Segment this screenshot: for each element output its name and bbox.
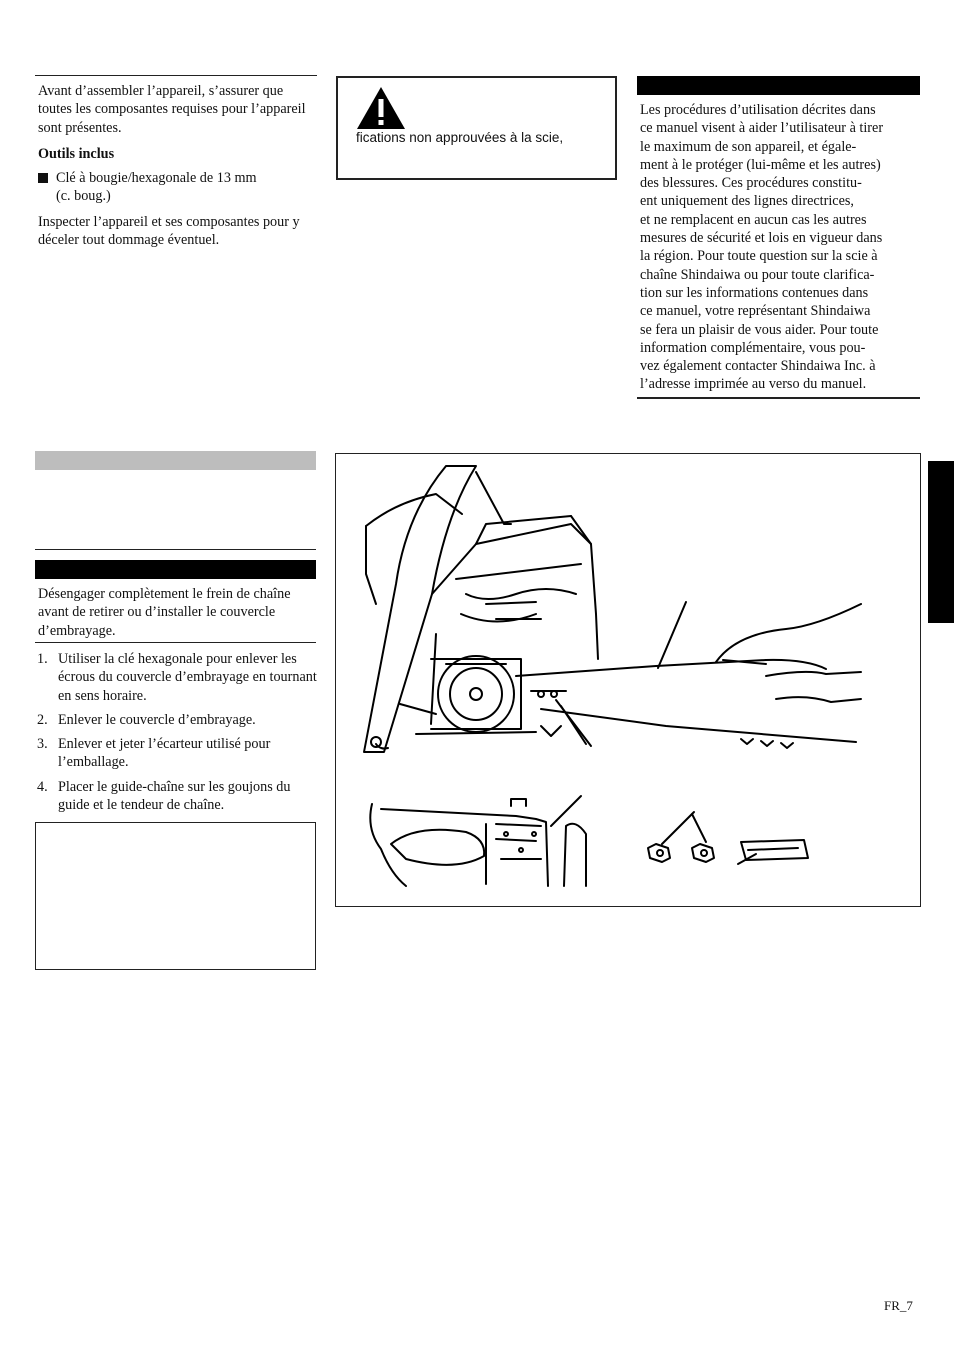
right-line: se fera un plaisir de vous aider. Pour toute [640, 321, 879, 338]
right-line: ment à le protéger (lui-même et les autres) [640, 156, 881, 173]
intro-paragraph [38, 82, 318, 137]
warning-text: fications non approuvées à la scie, [356, 130, 564, 145]
brake-heading-bar [35, 560, 316, 579]
list-item [35, 650, 317, 705]
right-line: ent uniquement des lignes directrices, [640, 193, 854, 210]
note-box [35, 822, 316, 970]
right-line: le maximum de son appareil, et égale- [640, 138, 857, 155]
list-item [35, 778, 317, 815]
intro-text: Avant d’assembler l’appareil, s’assurer que toutes les composantes requises pour l’appareil sont présentes. [38, 83, 306, 136]
step-text: Placer le guide-chaîne sur les goujons du guide et le tendeur de chaîne. [58, 778, 291, 814]
step-number: 3. [37, 736, 48, 753]
inspect-text: Inspecter l’appareil et ses composantes pour y déceler tout dommage éventuel. [38, 214, 300, 249]
step-number: 2. [37, 711, 48, 728]
right-line: ce manuel, votre représentant Shindaiwa [640, 303, 871, 320]
chainsaw-illustration-frame [335, 453, 921, 907]
brake-note [38, 585, 313, 640]
right-line: ce manuel visent à aider l’utilisateur à tirer [640, 120, 884, 137]
right-line: Les procédures d’utilisation décrites dans [640, 102, 876, 118]
tools-heading: Outils inclus [38, 146, 115, 162]
right-line: des blessures. Ces procédures constitu- [640, 175, 862, 192]
brake-note-text: Désengager complètement le frein de chaîne avant de retirer ou d’installer le couvercle d’embrayage. [38, 586, 291, 639]
inspect-paragraph [38, 213, 303, 250]
chainsaw-illustration [336, 454, 920, 906]
right-line: tion sur les informations contenues dans [640, 284, 869, 301]
tool-item [38, 169, 318, 206]
right-line: mesures de sécurité et lois en vigueur dans [640, 230, 883, 247]
right-line: chaîne Shindaiwa ou pour toute clarifica- [640, 266, 875, 283]
step-text: Enlever et jeter l’écarteur utilisé pour l’emballage. [58, 736, 271, 771]
right-line: la région. Pour toute question sur la scie à [640, 248, 878, 265]
tool-item-line1: Clé à bougie/hexagonale de 13 mm [56, 170, 257, 186]
brake-note-rule [35, 642, 316, 643]
step-text: Enlever le couvercle d’embrayage. [58, 711, 256, 728]
grey-section-end-rule [35, 549, 316, 550]
square-bullet-icon [38, 173, 48, 183]
warning-box [336, 76, 617, 180]
right-line: l’adresse imprimée au verso du manuel. [640, 376, 867, 393]
right-bottom-rule [637, 397, 920, 399]
step-number: 4. [37, 778, 48, 795]
top-left-rule [35, 75, 317, 76]
grey-section-bar [35, 451, 316, 470]
right-heading-bar [637, 76, 920, 95]
side-tab [928, 461, 954, 623]
right-line: et ne remplacent en aucun cas les autres [640, 211, 867, 228]
right-line: vez également contacter Shindaiwa Inc. à [640, 358, 876, 375]
list-item [35, 711, 317, 729]
tool-item-line2: (c. boug.) [56, 188, 111, 205]
steps-list [35, 650, 317, 820]
list-item [35, 735, 317, 772]
right-line: information complémentaire, vous pou- [640, 339, 866, 356]
warning-triangle-icon [356, 86, 406, 130]
right-paragraph [640, 101, 920, 394]
step-number: 1. [37, 651, 48, 667]
page-number: FR_7 [884, 1298, 913, 1313]
step-text: Utiliser la clé hexagonale pour enlever les écrous du couvercle d’embrayage en tournant en sens horaire. [58, 651, 317, 704]
